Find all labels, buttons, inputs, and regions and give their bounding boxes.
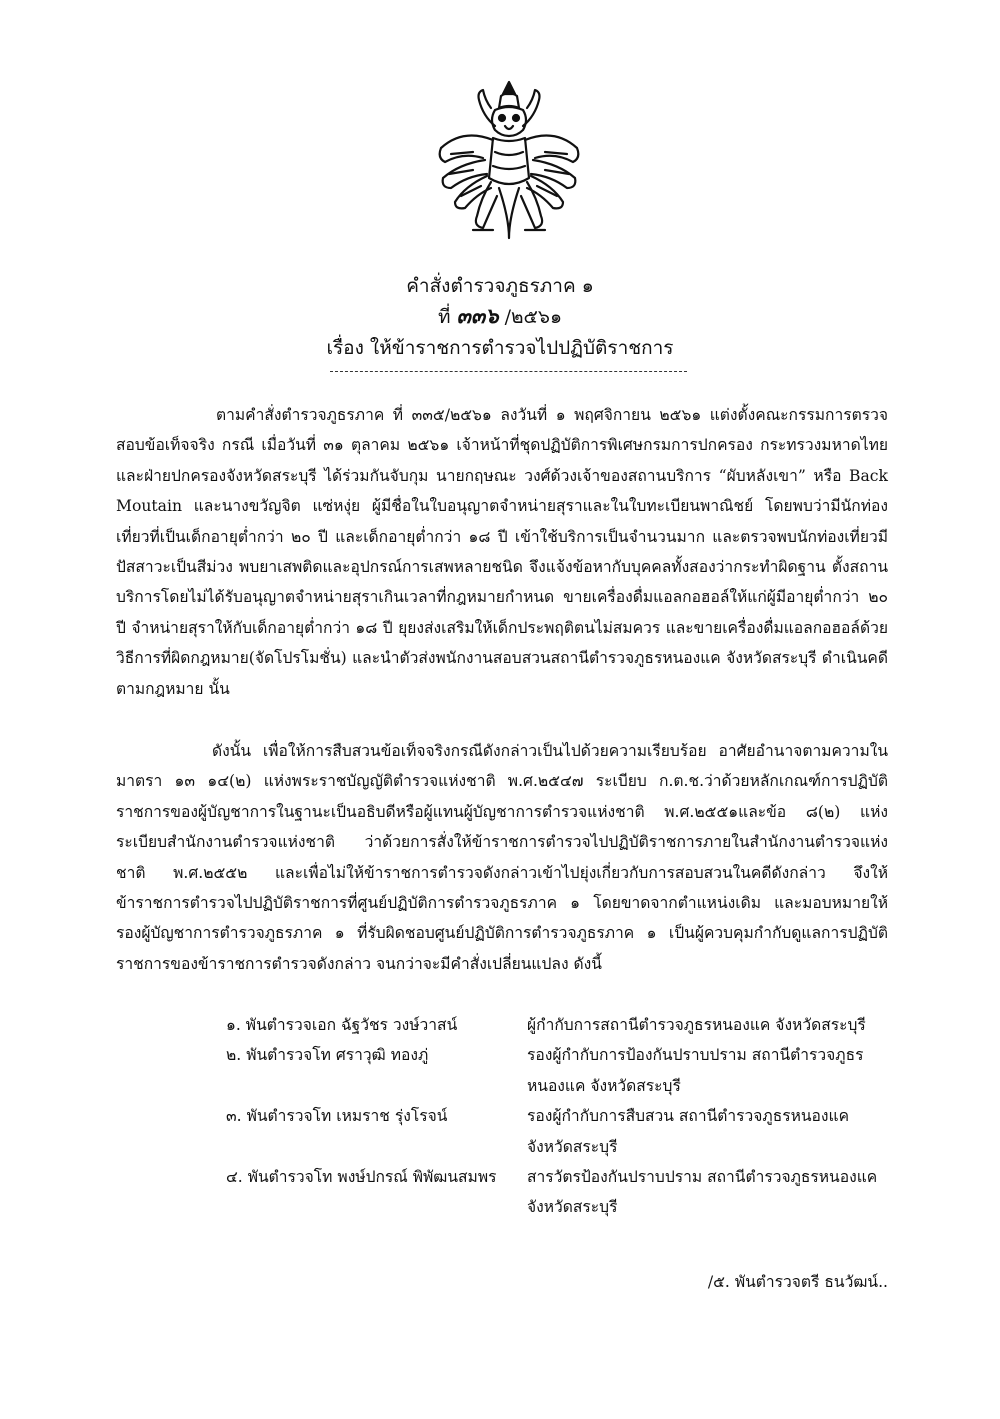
- body-paragraph-1: ตามคำสั่งตำรวจภูธรภาค ที่ ๓๓๕/๒๕๖๑ ลงวันที่ ๑ พฤศจิกายน ๒๕๖๑ แต่งตั้งคณะกรรมการตรวจสอบข้อเท็จจริง กรณี เมื่อวันที่ ๓๑ ตุลาคม ๒๕๖๑ เจ้าหน้าที่ชุดปฏิบัติการพิเศษกรมการปกครอง กระทรวงมหาดไทยและฝ่ายปกครองจังหวัดสระบุรี ได้ร่วมกันจับกุม นายกฤษณะ วงศ์ด้วงเจ้าของสถานบริการ “ผับหลังเขา” หรือ Back Moutain และนางขวัญจิต แซ่หงุ่ย ผู้มีชื่อในใบอนุญาตจำหน่ายสุราและในใบทะเบียนพาณิชย์ โดยพบว่ามีนักท่องเที่ยวที่เป็นเด็กอายุต่ำกว่า ๒๐ ปี และเด็กอายุต่ำกว่า ๑๘ ปี เข้าใช้บริการเป็นจำนวนมาก และตรวจพบนักท่องเที่ยวมีปัสสาวะเป็นสีม่วง พบยาเสพติดและอุปกรณ์การเสพหลายชนิด จึงแจ้งข้อหากับบุคคลทั้งสองว่ากระทำผิดฐาน ตั้งสถานบริการโดยไม่ได้รับอนุญาตจำหน่ายสุราเกินเวลาที่กฎหมายกำหนด ขายเครื่องดื่มแอลกอฮอล์ให้แก่ผู้มีอายุต่ำกว่า ๒๐ ปี จำหน่ายสุราให้กับเด็กอายุต่ำกว่า ๑๘ ปี ยุยงส่งเสริมให้เด็กประพฤติตนไม่สมควร และขายเครื่องดื่มแอลกอฮอล์ด้วยวิธีการที่ผิดกฎหมาย(จัดโปรโมชั่น) และนำตัวส่งพนักงานสอบสวนสถานีตำรวจภูธรหนองแค จังหวัดสระบุรี ดำเนินคดีตามกฎหมาย นั้น: [116, 406, 888, 698]
- order-number-prefix: ที่: [437, 306, 451, 328]
- officer-name: ๑. พันตำรวจเอก ฉัฐวัชร วงษ์วาสน์: [226, 1016, 458, 1034]
- order-subject: เรื่อง ให้ข้าราชการตำรวจไปปฏิบัติราชการ: [326, 337, 674, 359]
- officer-position: สารวัตรป้องกันปราบปราม สถานีตำรวจภูธรหนองแค จังหวัดสระบุรี: [527, 1168, 878, 1217]
- order-number-line: [0, 304, 1000, 329]
- officer-position: ผู้กำกับการสถานีตำรวจภูธรหนองแค จังหวัดสระบุรี: [527, 1016, 866, 1034]
- officer-position: รองผู้กำกับการป้องกันปราบปราม สถานีตำรวจภูธรหนองแค จังหวัดสระบุรี: [527, 1046, 864, 1095]
- officer-item: [116, 1162, 888, 1223]
- officer-item: [116, 1101, 888, 1162]
- officer-item: [116, 1040, 888, 1101]
- officer-name: ๒. พันตำรวจโท ศราวุฒิ ทองภู่: [226, 1046, 429, 1065]
- continuation-note: /๕. พันตำรวจตรี ธนวัฒน์..: [707, 1273, 888, 1291]
- officer-name: ๓. พันตำรวจโท เหมราช รุ่งโรจน์: [226, 1107, 448, 1126]
- order-agency: คำสั่งตำรวจภูธรภาค ๑: [406, 275, 594, 297]
- order-number: ๓๓๖: [456, 304, 499, 328]
- officer-item: [116, 1010, 888, 1040]
- officer-name: ๔. พันตำรวจโท พงษ์ปกรณ์ พิพัฒนสมพร: [226, 1168, 497, 1187]
- divider-line: [330, 371, 687, 372]
- garuda-emblem-icon: [433, 78, 585, 243]
- order-number-suffix: /๒๕๖๑: [504, 306, 563, 328]
- officer-list: [116, 1010, 888, 1223]
- officer-position: รองผู้กำกับการสืบสวน สถานีตำรวจภูธรหนองแค จังหวัดสระบุรี: [527, 1107, 850, 1156]
- body-paragraph-2: ดังนั้น เพื่อให้การสืบสวนข้อเท็จจริงกรณีดังกล่าวเป็นไปด้วยความเรียบร้อย อาศัยอำนาจตามความในมาตรา ๑๓ ๑๔(๒) แห่งพระราชบัญญัติตำรวจแห่งชาติ พ.ศ.๒๕๔๗ ระเบียบ ก.ต.ช.ว่าด้วยหลักเกณฑ์การปฏิบัติราชการของผู้บัญชาการในฐานะเป็นอธิบดีหรือผู้แทนผู้บัญชาการตำรวจแห่งชาติ พ.ศ.๒๕๕๑และข้อ ๘(๒) แห่งระเบียบสำนักงานตำรวจแห่งชาติ ว่าด้วยการสั่งให้ข้าราชการตำรวจไปปฏิบัติราชการภายในสำนักงานตำรวจแห่งชาติ พ.ศ.๒๕๕๒ และเพื่อไม่ให้ข้าราชการตำรวจดังกล่าวเข้าไปยุ่งเกี่ยวกับการสอบสวนในคดีดังกล่าว จึงให้ข้าราชการตำรวจไปปฏิบัติราชการที่ศูนย์ปฏิบัติการตำรวจภูธรภาค ๑ โดยขาดจากตำแหน่งเดิม และมอบหมายให้ รองผู้บัญชาการตำรวจภูธรภาค ๑ ที่รับผิดชอบศูนย์ปฏิบัติการตำรวจภูธรภาค ๑ เป็นผู้ควบคุมกำกับดูแลการปฏิบัติราชการของข้าราชการตำรวจดังกล่าว จนกว่าจะมีคำสั่งเปลี่ยนแปลง ดังนี้: [116, 742, 888, 973]
